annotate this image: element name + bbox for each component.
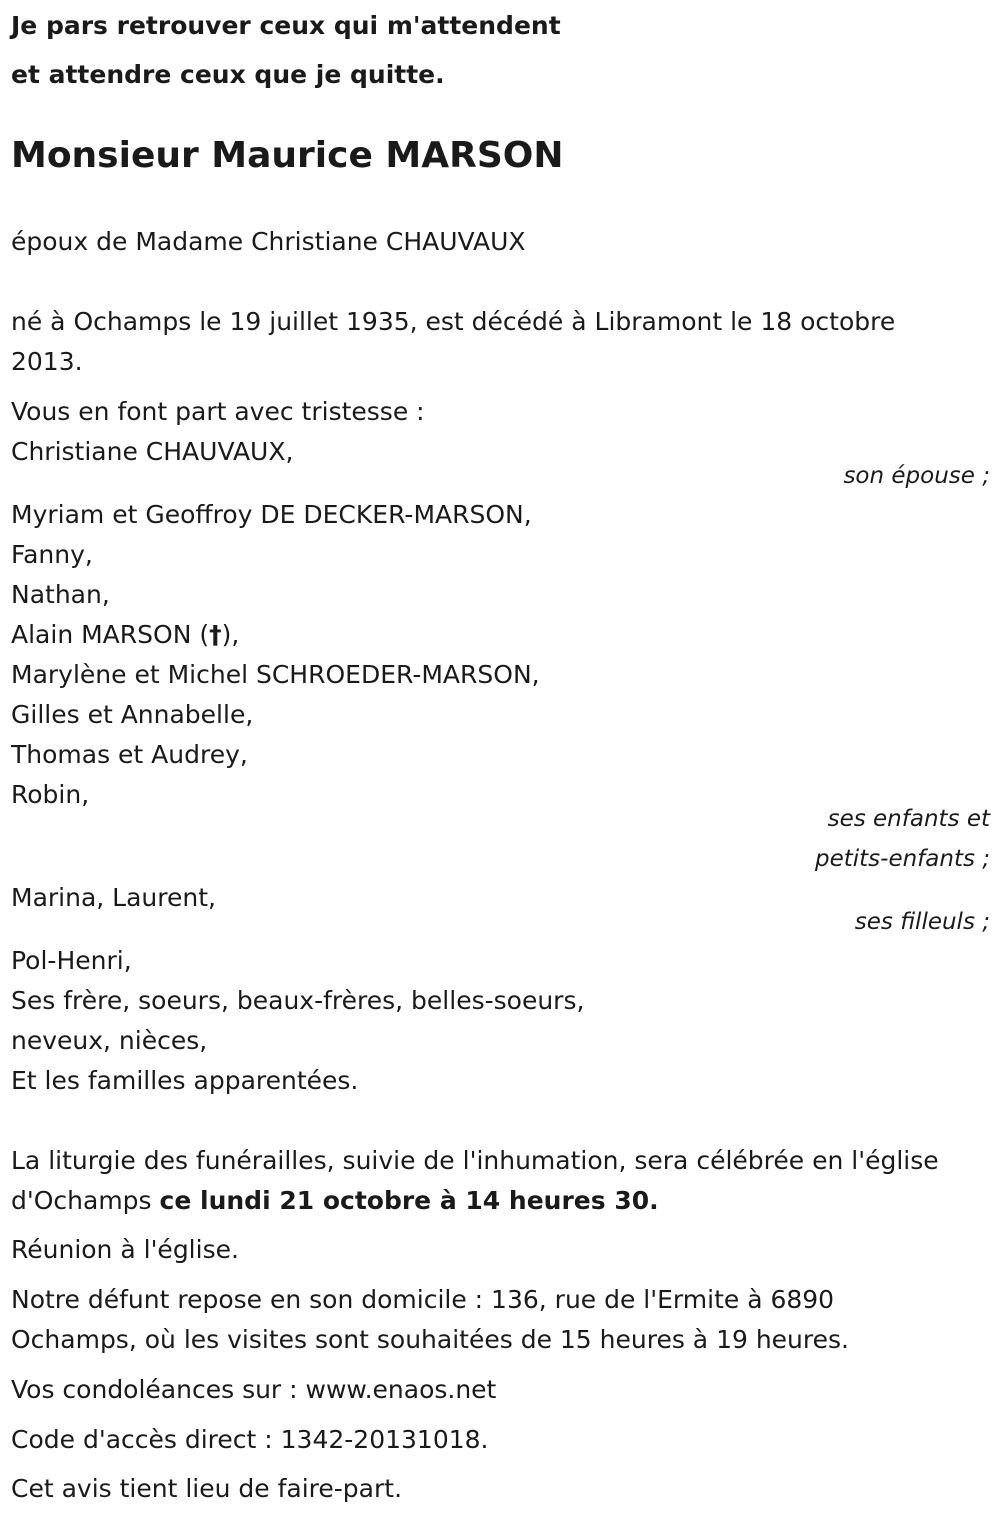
spouse-role: son épouse ; <box>843 463 990 489</box>
access-code-line: Code d'accès direct : 1342-20131018. <box>11 1425 489 1454</box>
child-entry: Gilles et Annabelle, <box>11 700 254 729</box>
child-name: Alain MARSON ( <box>11 620 210 649</box>
epigraph-line-1: Je pars retrouver ceux qui m'attendent <box>11 11 561 40</box>
other-entry: neveux, nièces, <box>11 1026 208 1055</box>
epigraph-line-2: et attendre ceux que je quitte. <box>11 60 445 89</box>
child-entry: Marylène et Michel SCHROEDER-MARSON, <box>11 660 540 689</box>
child-entry: Fanny, <box>11 540 93 569</box>
funeral-line-2 <box>11 1181 659 1221</box>
condolences-line: Vos condoléances sur : www.enaos.net <box>11 1375 497 1404</box>
meeting-line: Réunion à l'église. <box>11 1235 239 1264</box>
child-entry: Robin, <box>11 780 90 809</box>
child-entry: Thomas et Audrey, <box>11 740 248 769</box>
godchildren-entry: Marina, Laurent, <box>11 883 216 912</box>
children-role-line-1: ses enfants et <box>827 806 990 832</box>
intro-line: Vous en font part avec tristesse : <box>11 397 425 426</box>
cross-icon: † <box>209 620 222 649</box>
other-entry: Ses frère, soeurs, beaux-frères, belles-soeurs, <box>11 986 585 1015</box>
birth-death-line-2: 2013. <box>11 347 83 376</box>
visitation-line-1: Notre défunt repose en son domicile : 136, rue de l'Ermite à 6890 <box>11 1285 835 1314</box>
other-entry: Pol-Henri, <box>11 946 132 975</box>
child-suffix: ), <box>221 620 240 649</box>
birth-death-line-1: né à Ochamps le 19 juillet 1935, est décédé à Libramont le 18 octobre <box>11 307 896 336</box>
godchildren-role: ses filleuls ; <box>854 909 990 935</box>
funeral-place: d'Ochamps <box>11 1186 160 1215</box>
child-entry: Nathan, <box>11 580 110 609</box>
children-role-line-2: petits-enfants ; <box>814 846 990 872</box>
visitation-line-2: Ochamps, où les visites sont souhaitées de 15 heures à 19 heures. <box>11 1325 849 1354</box>
funeral-datetime: ce lundi 21 octobre à 14 heures 30. <box>159 1186 659 1215</box>
child-entry: Myriam et Geoffroy DE DECKER-MARSON, <box>11 500 532 529</box>
deceased-name: Monsieur Maurice MARSON <box>11 135 564 176</box>
spouse-entry: Christiane CHAUVAUX, <box>11 437 294 466</box>
funeral-line-1: La liturgie des funérailles, suivie de l'inhumation, sera célébrée en l'église <box>11 1146 939 1175</box>
spouse-line: époux de Madame Christiane CHAUVAUX <box>11 227 526 256</box>
other-entry: Et les familles apparentées. <box>11 1066 359 1095</box>
child-entry-deceased <box>11 615 239 655</box>
closing-line: Cet avis tient lieu de faire-part. <box>11 1474 403 1503</box>
